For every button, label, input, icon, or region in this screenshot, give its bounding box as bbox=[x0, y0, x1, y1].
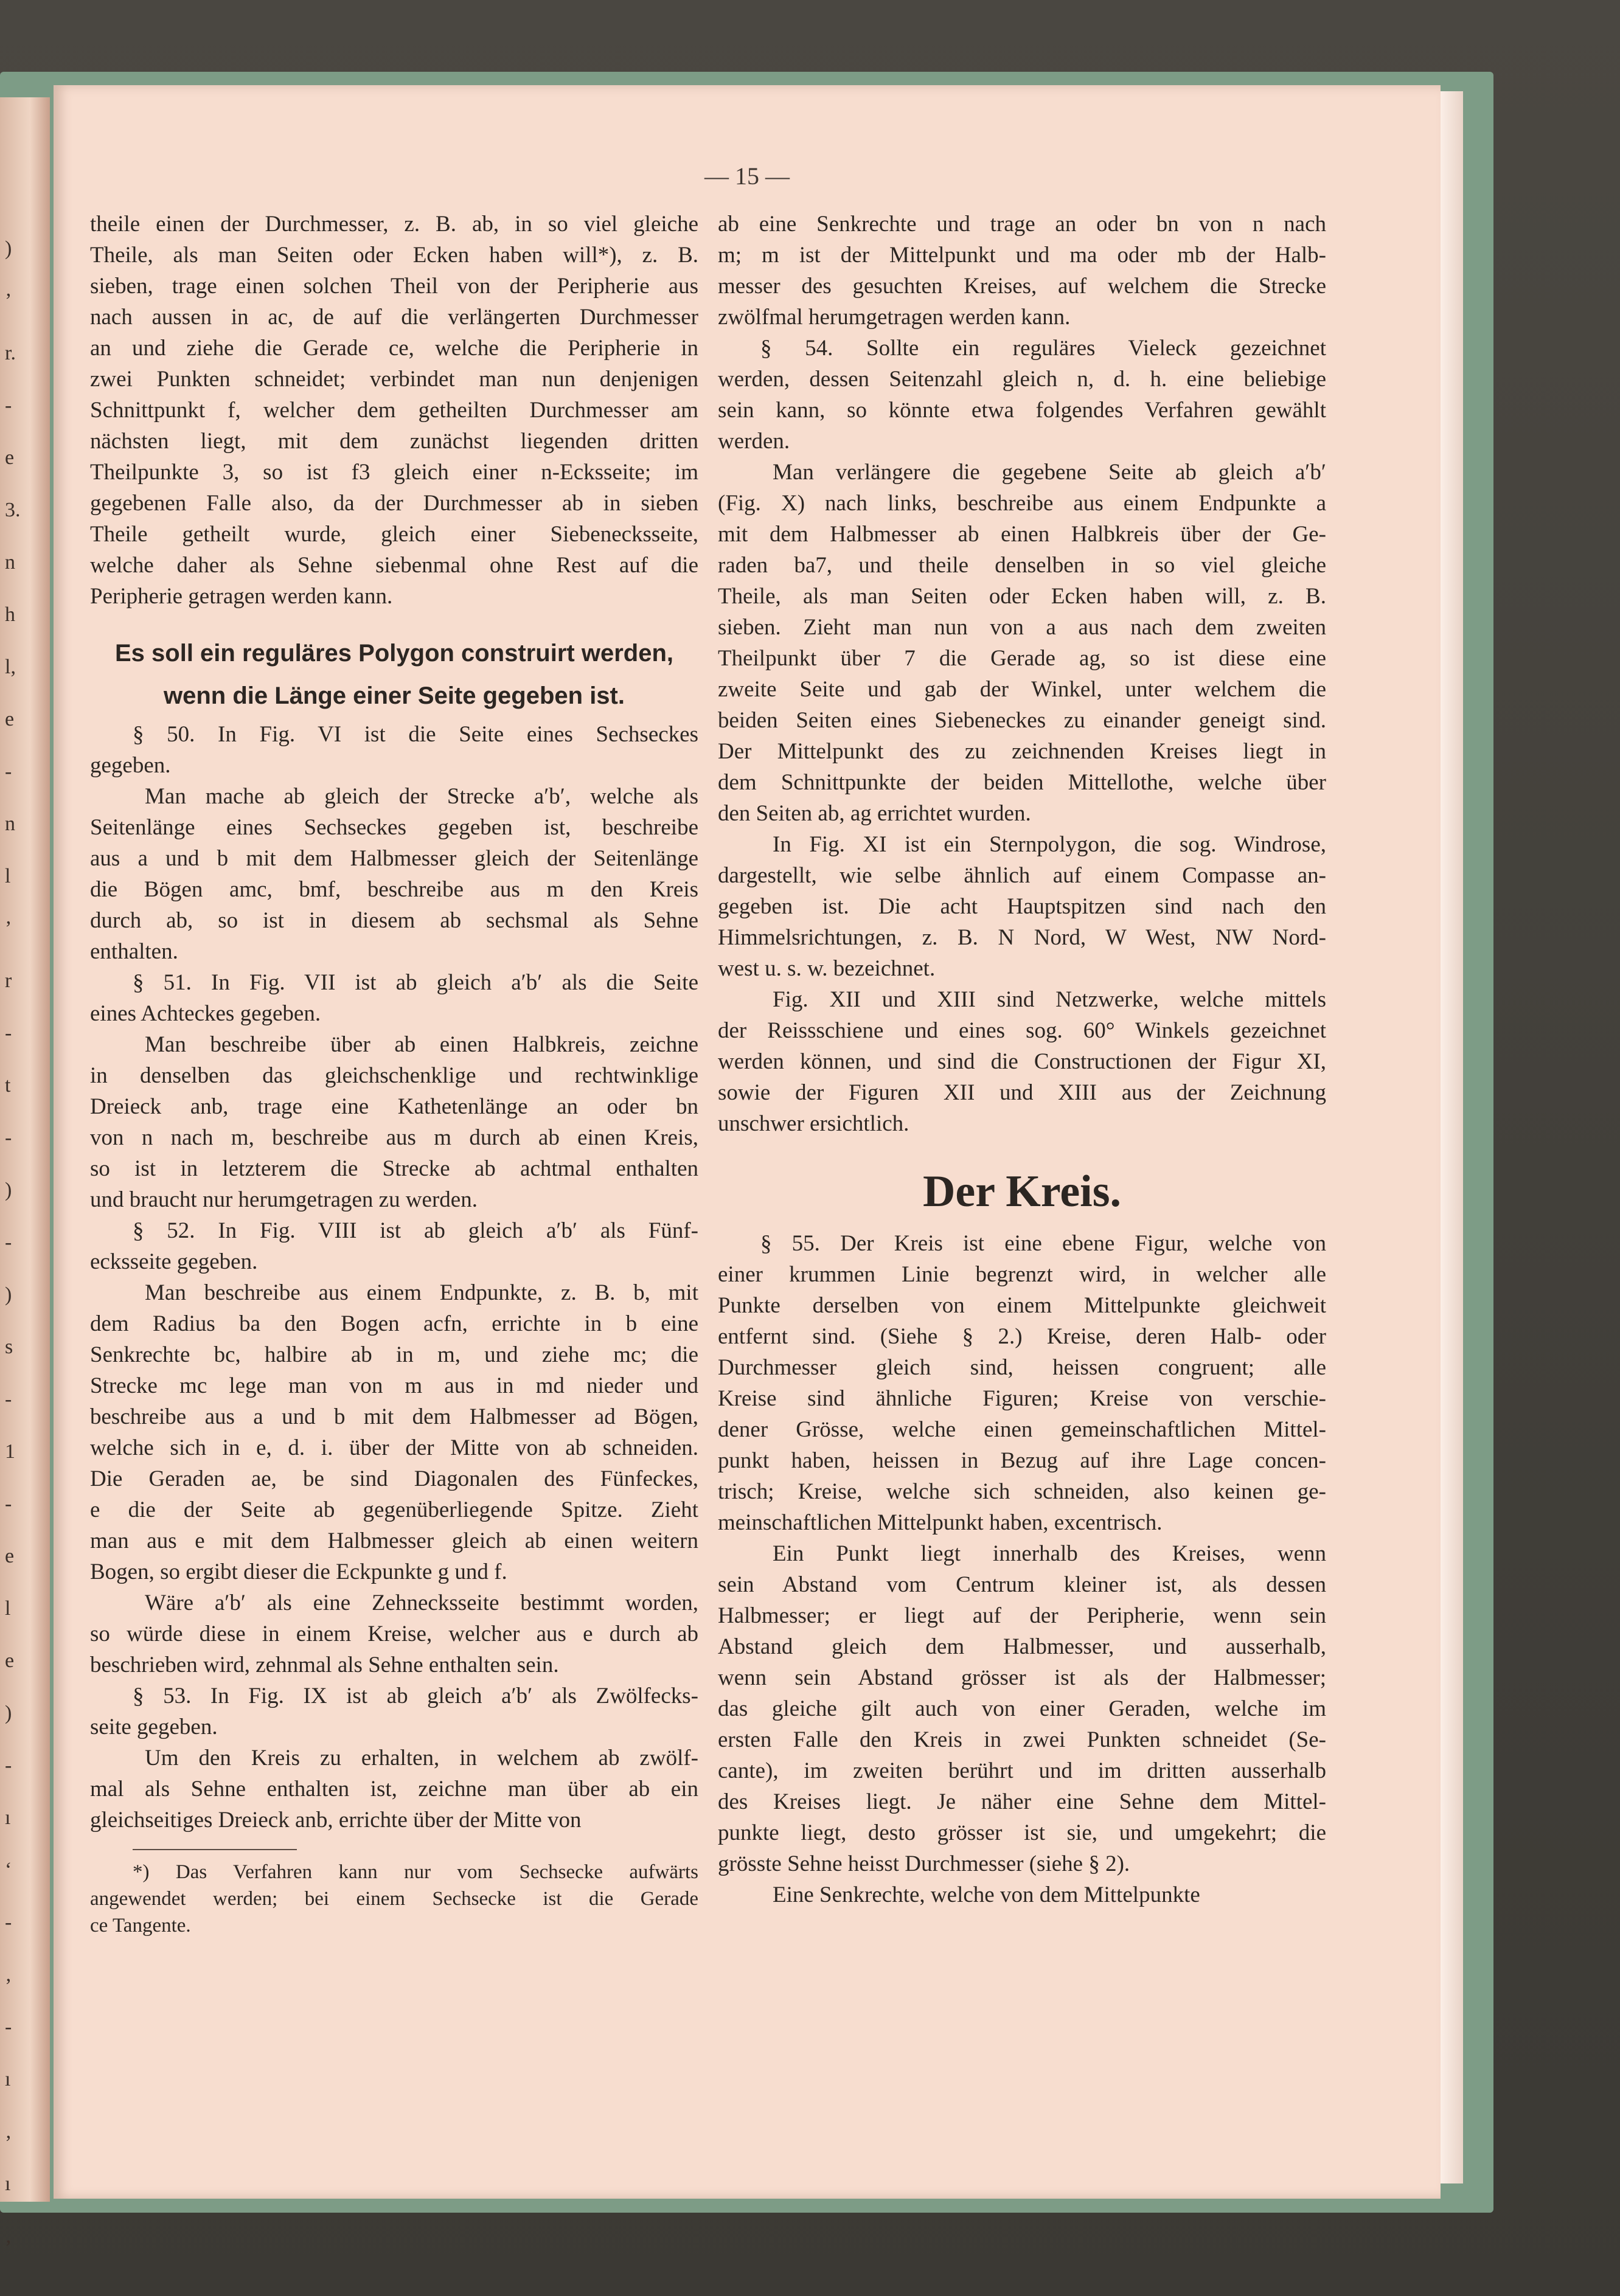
text-line: der Reissschiene und eines sog. 60° Winkels gezeichnet bbox=[718, 1018, 1326, 1043]
opposite-page-fragment: - bbox=[5, 2016, 12, 2038]
paragraph-method-continued bbox=[90, 209, 698, 612]
opposite-page-fragment: ) bbox=[5, 1702, 12, 1724]
text-line: Ein Punkt liegt innerhalb des Kreises, wenn bbox=[773, 1541, 1326, 1566]
section-54 bbox=[718, 333, 1326, 457]
text-line: dener Grösse, welche einen gemeinschaftlichen Mittel- bbox=[718, 1417, 1326, 1442]
text-line: grösste Sehne heisst Durchmesser (siehe § 2). bbox=[718, 1851, 1130, 1876]
text-line: in denselben das gleichschenklige und rechtwinklige bbox=[90, 1063, 698, 1088]
text-line: Peripherie getragen werden kann. bbox=[90, 584, 393, 609]
text-line: beiden Seiten eines Siebeneckes zu einander geneigt sind. bbox=[718, 708, 1326, 733]
text-line: sowie der Figuren XII und XIII aus der Zeichnung bbox=[718, 1080, 1326, 1105]
opposite-page-fragment: - bbox=[5, 760, 12, 783]
text-line: Halbmesser; er liegt auf der Peripherie, wenn sein bbox=[718, 1603, 1326, 1628]
text-line: Strecke mc lege man von m aus in md nieder und bbox=[90, 1373, 698, 1398]
opposite-page-fragment: - bbox=[5, 1911, 12, 1934]
text-line: Theilpunkt über 7 die Gerade ag, so ist diese eine bbox=[718, 646, 1326, 671]
paragraph-fig-xii-xiii bbox=[718, 984, 1326, 1139]
text-line: zweite Seite und gab der Winkel, unter welchem die bbox=[718, 677, 1326, 702]
section-51-intro bbox=[90, 967, 698, 1029]
text-line: trisch; Kreise, welche sich schneiden, also keinen ge- bbox=[718, 1479, 1326, 1504]
text-line: theile einen der Durchmesser, z. B. ab, in so viel gleiche bbox=[90, 212, 698, 237]
text-line: zwölfmal herumgetragen werden kann. bbox=[718, 305, 1071, 330]
opposite-page-fragment: l, bbox=[5, 656, 16, 678]
text-line: eines Achteckes gegeben. bbox=[90, 1001, 321, 1026]
opposite-page-fragment: 1 bbox=[5, 1440, 15, 1463]
text-line: enthalten. bbox=[90, 939, 178, 964]
text-line: des Kreises liegt. Je näher eine Sehne dem Mittel- bbox=[718, 1789, 1326, 1814]
text-line: § 55. Der Kreis ist eine ebene Figur, welche von bbox=[760, 1231, 1326, 1256]
text-line: mal als Sehne enthalten ist, zeichne man über ab ein bbox=[90, 1777, 698, 1802]
text-line: nach aussen in ac, de auf die verlängerten Durchmesser bbox=[90, 305, 698, 330]
text-line: gegeben. bbox=[90, 753, 171, 778]
text-line: Die Geraden ae, be sind Diagonalen des Fünfeckes, bbox=[90, 1466, 698, 1491]
opposite-page-fragment: - bbox=[5, 1388, 12, 1410]
text-line: durch ab, so ist in diesem ab sechsmal als Sehne bbox=[90, 908, 698, 933]
page-number: — 15 — bbox=[704, 162, 790, 190]
opposite-page-fragment: ) bbox=[5, 1179, 12, 1201]
book-page bbox=[54, 85, 1441, 2199]
section-55 bbox=[718, 1228, 1326, 1538]
text-line: § 53. In Fig. IX ist ab gleich a′b′ als Zwölfecks- bbox=[133, 1684, 698, 1708]
text-line: § 54. Sollte ein reguläres Vieleck gezeichnet bbox=[760, 336, 1326, 361]
text-line: man aus e mit dem Halbmesser gleich ab einen weitern bbox=[90, 1528, 698, 1553]
text-line: Durchmesser gleich sind, heissen congruent; alle bbox=[718, 1355, 1326, 1380]
opposite-page-fragment: ı bbox=[5, 2068, 11, 2090]
heading-line: wenn die Länge einer Seite gegeben ist. bbox=[164, 682, 625, 709]
text-line: sein Abstand vom Centrum kleiner ist, als dessen bbox=[718, 1572, 1326, 1597]
text-line: mit dem Halbmesser ab einen Halbkreis über der Ge- bbox=[718, 522, 1326, 547]
text-line: punkt haben, heissen in Bezug auf ihre Lage concen- bbox=[718, 1448, 1326, 1473]
section-53-intro bbox=[90, 1680, 698, 1743]
text-line: Der Mittelpunkt des zu zeichnenden Kreises liegt in bbox=[718, 739, 1326, 764]
text-line: seite gegeben. bbox=[90, 1715, 218, 1739]
text-line: Schnittpunkt f, welcher dem getheilten Durchmesser am bbox=[90, 398, 698, 423]
section-50-intro bbox=[90, 719, 698, 781]
text-line: west u. s. w. bezeichnet. bbox=[718, 956, 936, 981]
text-line: nächsten liegt, mit dem zunächst liegenden dritten bbox=[90, 429, 698, 454]
opposite-page-fragment: h bbox=[5, 603, 15, 626]
text-line: Punkte derselben von einem Mittelpunkte gleichweit bbox=[718, 1293, 1326, 1318]
text-line: welche daher als Sehne siebenmal ohne Rest auf die bbox=[90, 553, 698, 578]
text-line: gegebenen Falle also, da der Durchmesser ab in sieben bbox=[90, 491, 698, 516]
text-line: wenn sein Abstand grösser ist als der Halbmesser; bbox=[718, 1665, 1326, 1690]
text-line: Theile, als man Seiten oder Ecken haben will, z. B. bbox=[718, 584, 1326, 609]
opposite-page-fragment: l bbox=[5, 865, 11, 887]
opposite-page-fragment: ı bbox=[5, 1806, 11, 1829]
paragraph-section-53 bbox=[90, 1743, 698, 1836]
opposite-page-fragment: ı bbox=[5, 2173, 11, 2195]
text-line: Theile getheilt wurde, gleich einer Siebenecksseite, bbox=[90, 522, 698, 547]
opposite-page-fragment: n bbox=[5, 551, 15, 574]
text-line: dem Schnittpunkte der beiden Mittellothe, welche über bbox=[718, 770, 1326, 795]
text-line: unschwer ersichtlich. bbox=[718, 1111, 909, 1136]
text-line: aus a und b mit dem Halbmesser gleich der Seitenlänge bbox=[90, 846, 698, 871]
footnote-line: angewendet werden; bei einem Sechsecke ist die Gerade bbox=[90, 1888, 698, 1910]
text-line: e die der Seite ab gegenüberliegende Spitze. Zieht bbox=[90, 1497, 698, 1522]
text-line: einer krummen Linie begrenzt wird, in welcher alle bbox=[718, 1262, 1326, 1287]
text-line: zwei Punkten schneidet; verbindet man nun denjenigen bbox=[90, 367, 698, 392]
right-column bbox=[718, 209, 1326, 1910]
text-line: die Bögen amc, bmf, beschreibe aus m den Kreis bbox=[90, 877, 698, 902]
paragraph-section-50 bbox=[90, 781, 698, 967]
text-line: § 52. In Fig. VIII ist ab gleich a′b′ als Fünf- bbox=[133, 1218, 698, 1243]
text-line: dargestellt, wie selbe ähnlich auf einem Compasse an- bbox=[718, 863, 1326, 888]
text-line: werden, dessen Seitenzahl gleich n, d. h. eine beliebige bbox=[718, 367, 1326, 392]
text-line: ecksseite gegeben. bbox=[90, 1249, 258, 1274]
footnote bbox=[90, 1859, 698, 1939]
text-line: raden ba7, und theile denselben in so viel gleiche bbox=[718, 553, 1326, 578]
text-line: Fig. XII und XIII sind Netzwerke, welche mittels bbox=[773, 987, 1326, 1012]
opposite-page-fragment: t bbox=[5, 1074, 11, 1097]
text-line: Abstand gleich dem Halbmesser, und ausserhalb, bbox=[718, 1634, 1326, 1659]
text-line: so würde diese in einem Kreise, welcher aus e durch ab bbox=[90, 1621, 698, 1646]
text-line: sieben, trage einen solchen Theil von der Peripherie aus bbox=[90, 274, 698, 299]
paragraph-point-position bbox=[718, 1538, 1326, 1879]
opposite-page-fragment: e bbox=[5, 1649, 15, 1672]
footnote-line: ce Tangente. bbox=[90, 1915, 191, 1937]
text-line: sieben. Zieht man nun von a aus nach dem zweiten bbox=[718, 615, 1326, 640]
text-line: welche sich in e, d. i. über der Mitte von ab schneiden. bbox=[90, 1435, 698, 1460]
opposite-page-fragment: - bbox=[5, 1493, 12, 1515]
text-line: In Fig. XI ist ein Sternpolygon, die sog. Windrose, bbox=[773, 832, 1326, 857]
text-line: punkte liegt, desto grösser ist sie, und umgekehrt; die bbox=[718, 1820, 1326, 1845]
text-line: an und ziehe die Gerade ce, welche die Peripherie in bbox=[90, 336, 698, 361]
text-line: Man mache ab gleich der Strecke a′b′, welche als bbox=[145, 784, 698, 809]
opposite-page-fragment: 3. bbox=[5, 499, 21, 521]
section-52-intro bbox=[90, 1215, 698, 1277]
text-line: messer des gesuchten Kreises, auf welchem die Strecke bbox=[718, 274, 1326, 299]
text-line: Man beschreibe über ab einen Halbkreis, zeichne bbox=[145, 1032, 698, 1057]
opposite-page-fragment: - bbox=[5, 394, 12, 417]
text-line: Senkrechte bc, halbire ab in m, und ziehe mc; die bbox=[90, 1342, 698, 1367]
text-line: Um den Kreis zu erhalten, in welchem ab zwölf- bbox=[145, 1746, 698, 1771]
text-line: Man verlängere die gegebene Seite ab gleich a′b′ bbox=[773, 460, 1326, 485]
opposite-page-fragment: r bbox=[5, 969, 12, 992]
text-line: Eine Senkrechte, welche von dem Mittelpunkte bbox=[773, 1882, 1200, 1907]
opposite-page-fragment: ’ bbox=[5, 290, 12, 312]
paragraph-section-52-decagon bbox=[90, 1587, 698, 1680]
left-page-edge bbox=[0, 97, 50, 2247]
text-line: dem Radius ba den Bogen acfn, errichte in b eine bbox=[90, 1311, 698, 1336]
text-line: so ist in letzterem die Strecke ab achtmal enthalten bbox=[90, 1156, 698, 1181]
footnote-line: *) Das Verfahren kann nur vom Sechsecke aufwärts bbox=[133, 1861, 698, 1883]
section-heading bbox=[90, 636, 698, 713]
opposite-page-fragment: - bbox=[5, 1754, 12, 1777]
opposite-page-fragment: e bbox=[5, 446, 15, 469]
opposite-page-fragment: ‘ bbox=[5, 1859, 12, 1881]
text-line: Theilpunkte 3, so ist f3 gleich einer n-Ecksseite; im bbox=[90, 460, 698, 485]
opposite-page-fragment: n bbox=[5, 813, 15, 835]
text-line: Himmelsrichtungen, z. B. N Nord, W West, NW Nord- bbox=[718, 925, 1326, 950]
text-line: gleichseitiges Dreieck anb, errichte über der Mitte von bbox=[90, 1808, 582, 1833]
opposite-page-fragment: ‚ bbox=[5, 2225, 12, 2247]
text-line: ab eine Senkrechte und trage an oder bn von n nach bbox=[718, 212, 1326, 237]
opposite-page-fragment: s bbox=[5, 1336, 13, 1358]
opposite-page-fragment: e bbox=[5, 1545, 15, 1567]
text-line: Dreieck anb, trage eine Kathetenlänge an oder bn bbox=[90, 1094, 698, 1119]
text-line: beschrieben wird, zehnmal als Sehne enthalten sein. bbox=[90, 1653, 559, 1677]
text-line: ersten Falle den Kreis in zwei Punkten schneidet (Se- bbox=[718, 1727, 1326, 1752]
text-line: werden. bbox=[718, 429, 790, 454]
text-line: den Seiten ab, ag errichtet wurden. bbox=[718, 801, 1031, 826]
text-line: Kreise sind ähnliche Figuren; Kreise von verschie- bbox=[718, 1386, 1326, 1411]
text-line: Wäre a′b′ als eine Zehnecksseite bestimmt worden, bbox=[145, 1590, 698, 1615]
text-line: (Fig. X) nach links, beschreibe aus einem Endpunkte a bbox=[718, 491, 1326, 516]
opposite-page-fragment: - bbox=[5, 1126, 12, 1149]
text-line: das gleiche gilt auch von einer Geraden, welche im bbox=[718, 1696, 1326, 1721]
text-line: Bogen, so ergibt dieser die Eckpunkte g und f. bbox=[90, 1559, 507, 1584]
text-line: Man beschreibe aus einem Endpunkte, z. B. b, mit bbox=[145, 1280, 698, 1305]
paragraph-section-54 bbox=[718, 457, 1326, 829]
footnote-rule bbox=[133, 1849, 297, 1850]
text-line: meinschaftlichen Mittelpunkt haben, excentrisch. bbox=[718, 1510, 1163, 1535]
paragraph-section-51 bbox=[90, 1029, 698, 1215]
paragraph-section-52 bbox=[90, 1277, 698, 1587]
text-line: m; m ist der Mittelpunkt und ma oder mb der Halb- bbox=[718, 243, 1326, 268]
paragraph-perpendicular bbox=[718, 1879, 1326, 1910]
opposite-page-fragment: ’ bbox=[5, 917, 12, 940]
paragraph-section-53-continued bbox=[718, 209, 1326, 333]
opposite-page-fragment: r. bbox=[5, 342, 16, 364]
text-line: sein kann, so könnte etwa folgendes Verfahren gewählt bbox=[718, 398, 1326, 423]
opposite-page-fragment: ‚ bbox=[5, 2120, 12, 2143]
text-line: Theile, als man Seiten oder Ecken haben will*), z. B. bbox=[90, 243, 698, 268]
text-line: Seitenlänge eines Sechseckes gegeben ist, beschreibe bbox=[90, 815, 698, 840]
opposite-page-fragment: l bbox=[5, 1597, 11, 1620]
text-line: und braucht nur herumgetragen zu werden. bbox=[90, 1187, 478, 1212]
opposite-page-fragment: ‚ bbox=[5, 1963, 12, 1986]
text-line: beschreibe aus a und b mit dem Halbmesser ad Bögen, bbox=[90, 1404, 698, 1429]
chapter-heading: Der Kreis. bbox=[922, 1167, 1122, 1216]
left-column bbox=[90, 209, 698, 1939]
text-line: cante), im zweiten berührt und im dritten ausserhalb bbox=[718, 1758, 1326, 1783]
text-line: § 51. In Fig. VII ist ab gleich a′b′ als die Seite bbox=[133, 970, 698, 995]
opposite-page-fragment: ) bbox=[5, 237, 12, 260]
text-line: von n nach m, beschreibe aus m durch ab einen Kreis, bbox=[90, 1125, 698, 1150]
text-line: entfernt sind. (Siehe § 2.) Kreise, deren Halb- oder bbox=[718, 1324, 1326, 1349]
opposite-page-fragment: ) bbox=[5, 1283, 12, 1306]
text-line: gegeben ist. Die acht Hauptspitzen sind nach den bbox=[718, 894, 1326, 919]
paragraph-fig-xi bbox=[718, 829, 1326, 984]
text-line: werden können, und sind die Constructionen der Figur XI, bbox=[718, 1049, 1326, 1074]
opposite-page-fragment: - bbox=[5, 1231, 12, 1254]
text-line: § 50. In Fig. VI ist die Seite eines Sechseckes bbox=[133, 722, 698, 747]
heading-line: Es soll ein reguläres Polygon construirt werden, bbox=[114, 640, 673, 667]
opposite-page-fragment: - bbox=[5, 1022, 12, 1044]
opposite-page-fragment: e bbox=[5, 708, 15, 730]
